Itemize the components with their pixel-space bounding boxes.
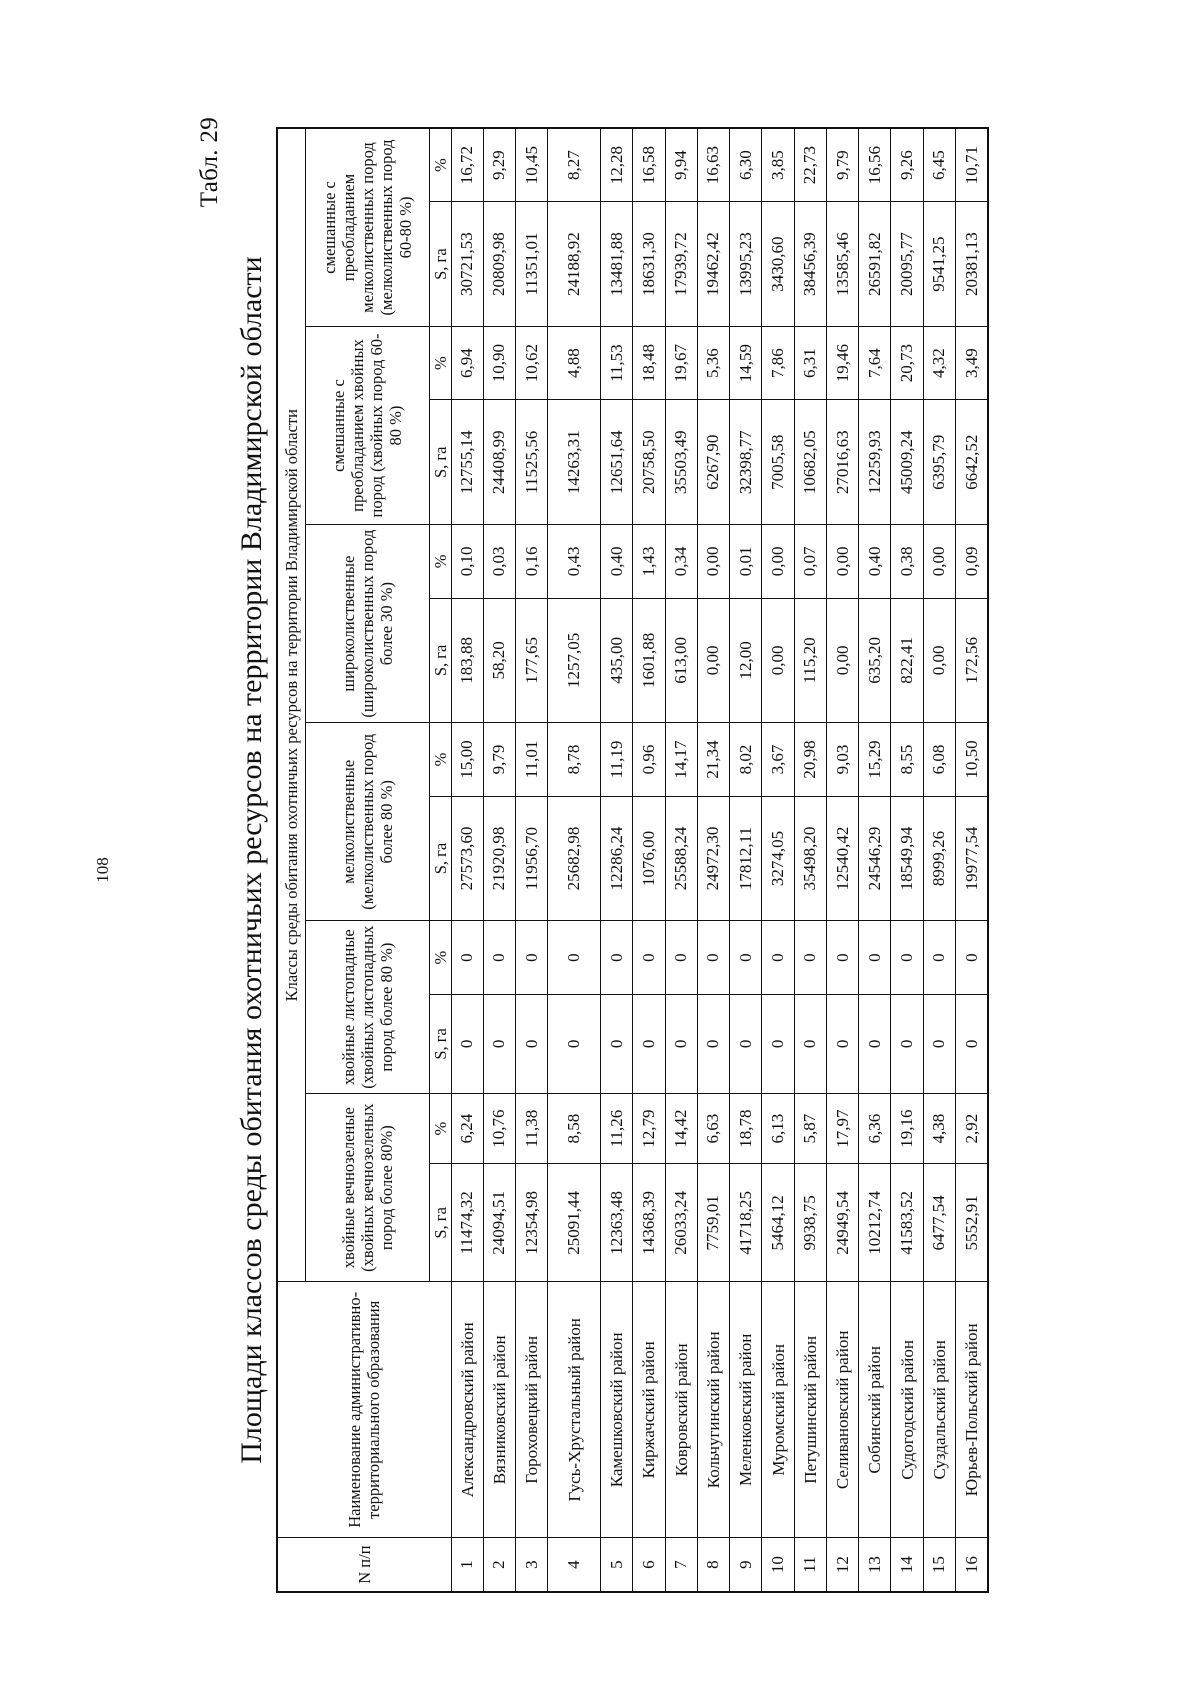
area-cell: 3430,60: [762, 202, 794, 327]
area-cell: 0,00: [923, 598, 955, 723]
row-number: 13: [859, 1538, 891, 1592]
percent-cell: 9,79: [483, 723, 515, 797]
area-cell: 115,20: [794, 598, 826, 723]
area-cell: 1257,05: [548, 598, 601, 723]
percent-cell: 14,59: [730, 326, 762, 400]
area-cell: 12354,98: [516, 1164, 548, 1282]
percent-cell: 19,67: [665, 326, 697, 400]
row-number: 15: [923, 1538, 955, 1592]
percent-cell: 11,53: [600, 326, 632, 400]
percent-cell: 11,26: [600, 1093, 632, 1163]
percent-cell: 3,67: [762, 723, 794, 797]
header-area: S, га: [429, 598, 451, 723]
percent-cell: 0,43: [548, 525, 601, 599]
row-number: 16: [956, 1538, 988, 1592]
header-percent: %: [429, 326, 451, 400]
area-cell: 0: [548, 994, 601, 1093]
area-cell: 14368,39: [633, 1164, 665, 1282]
row-number: 8: [697, 1538, 729, 1592]
district-name: Муромский район: [762, 1282, 794, 1538]
area-cell: 0: [956, 994, 988, 1093]
table-row: [859, 128, 891, 1592]
percent-cell: 14,42: [665, 1093, 697, 1163]
area-cell: 12540,42: [826, 796, 858, 921]
table-row: [665, 128, 697, 1592]
area-cell: 8999,26: [923, 796, 955, 921]
percent-cell: 6,63: [697, 1093, 729, 1163]
header-area: S, га: [429, 400, 451, 525]
header-percent: %: [429, 921, 451, 995]
percent-cell: 11,01: [516, 723, 548, 797]
area-cell: 25091,44: [548, 1164, 601, 1282]
area-cell: 0: [891, 994, 923, 1093]
percent-cell: 0,96: [633, 723, 665, 797]
table-row: [548, 128, 601, 1592]
percent-cell: 0,00: [826, 525, 858, 599]
area-cell: 183,88: [451, 598, 483, 723]
percent-cell: 7,86: [762, 326, 794, 400]
header-group-mixed-conifer: смешанные с преобладанием хвойных пород (хвойных пород 60-80 %): [305, 326, 429, 524]
district-name: Гусь-Хрустальный район: [548, 1282, 601, 1538]
area-cell: 1601,88: [633, 598, 665, 723]
percent-cell: 16,72: [451, 128, 483, 202]
area-cell: 0: [923, 994, 955, 1093]
percent-cell: 10,90: [483, 326, 515, 400]
header-percent: %: [429, 128, 451, 202]
district-name: Камешковский район: [600, 1282, 632, 1538]
percent-cell: 9,79: [826, 128, 858, 202]
district-name: Ковровский район: [665, 1282, 697, 1538]
header-name: Наименование административно-территориального образования: [277, 1282, 451, 1538]
area-cell: 35503,49: [665, 400, 697, 525]
area-cell: 26591,82: [859, 202, 891, 327]
percent-cell: 0,03: [483, 525, 515, 599]
percent-cell: 0: [548, 921, 601, 995]
habitat-classes-table: [276, 127, 989, 1593]
header-group-broad-leaved: широколиственные (широколиственных пород более 30 %): [305, 525, 429, 723]
area-cell: 177,65: [516, 598, 548, 723]
area-cell: 24949,54: [826, 1164, 858, 1282]
percent-cell: 0: [665, 921, 697, 995]
row-number: 1: [451, 1538, 483, 1592]
area-cell: 38456,39: [794, 202, 826, 327]
area-cell: 10682,05: [794, 400, 826, 525]
percent-cell: 9,03: [826, 723, 858, 797]
area-cell: 21920,98: [483, 796, 515, 921]
area-cell: 14263,31: [548, 400, 601, 525]
area-cell: 27016,63: [826, 400, 858, 525]
table-row: [516, 128, 548, 1592]
percent-cell: 6,13: [762, 1093, 794, 1163]
area-cell: 13481,88: [600, 202, 632, 327]
area-cell: 613,00: [665, 598, 697, 723]
area-cell: 20758,50: [633, 400, 665, 525]
district-name: Юрьев-Польский район: [956, 1282, 988, 1538]
area-cell: 7759,01: [697, 1164, 729, 1282]
percent-cell: 22,73: [794, 128, 826, 202]
area-cell: 9938,75: [794, 1164, 826, 1282]
district-name: Суздальский район: [923, 1282, 955, 1538]
area-cell: 12,00: [730, 598, 762, 723]
area-cell: 20809,98: [483, 202, 515, 327]
table-label: Табл. 29: [196, 117, 223, 208]
percent-cell: 21,34: [697, 723, 729, 797]
table-row: [891, 128, 923, 1592]
area-cell: 5464,12: [762, 1164, 794, 1282]
percent-cell: 3,85: [762, 128, 794, 202]
header-group-mixed-small-leaved: смешанные с преобладанием мелколиственных пород (мелколиственных пород 60-80 %): [305, 128, 429, 326]
area-cell: 0,00: [826, 598, 858, 723]
percent-cell: 15,29: [859, 723, 891, 797]
percent-cell: 15,00: [451, 723, 483, 797]
percent-cell: 0: [762, 921, 794, 995]
row-number: 12: [826, 1538, 858, 1592]
area-cell: 11525,56: [516, 400, 548, 525]
percent-cell: 8,02: [730, 723, 762, 797]
table-row: [697, 128, 729, 1592]
percent-cell: 0,10: [451, 525, 483, 599]
area-cell: 41718,25: [730, 1164, 762, 1282]
row-number: 14: [891, 1538, 923, 1592]
area-cell: 0: [794, 994, 826, 1093]
district-name: Селивановский район: [826, 1282, 858, 1538]
percent-cell: 0: [730, 921, 762, 995]
percent-cell: 0: [923, 921, 955, 995]
percent-cell: 12,79: [633, 1093, 665, 1163]
area-cell: 0: [516, 994, 548, 1093]
row-number: 11: [794, 1538, 826, 1592]
area-cell: 12651,64: [600, 400, 632, 525]
area-cell: 26033,24: [665, 1164, 697, 1282]
district-name: Киржачский район: [633, 1282, 665, 1538]
area-cell: 41583,52: [891, 1164, 923, 1282]
area-cell: 1076,00: [633, 796, 665, 921]
percent-cell: 6,31: [794, 326, 826, 400]
header-group-conifer-evergreen: хвойные вечнозеленые (хвойных вечнозеленых пород более 80%): [305, 1093, 429, 1282]
percent-cell: 0: [633, 921, 665, 995]
area-cell: 11956,70: [516, 796, 548, 921]
page-number: 108: [93, 857, 112, 883]
percent-cell: 0: [891, 921, 923, 995]
percent-cell: 14,17: [665, 723, 697, 797]
percent-cell: 0,40: [859, 525, 891, 599]
area-cell: 0: [633, 994, 665, 1093]
area-cell: 24408,99: [483, 400, 515, 525]
area-cell: 12755,14: [451, 400, 483, 525]
percent-cell: 6,36: [859, 1093, 891, 1163]
table-row: [483, 128, 515, 1592]
area-cell: 30721,53: [451, 202, 483, 327]
percent-cell: 20,98: [794, 723, 826, 797]
percent-cell: 19,16: [891, 1093, 923, 1163]
header-area: S, га: [429, 1164, 451, 1282]
percent-cell: 0,01: [730, 525, 762, 599]
percent-cell: 6,94: [451, 326, 483, 400]
percent-cell: 0: [697, 921, 729, 995]
area-cell: 24188,92: [548, 202, 601, 327]
area-cell: 635,20: [859, 598, 891, 723]
area-cell: 822,41: [891, 598, 923, 723]
percent-cell: 0,00: [697, 525, 729, 599]
area-cell: 18549,94: [891, 796, 923, 921]
rotated-page-content: [196, 95, 994, 1625]
area-cell: 12363,48: [600, 1164, 632, 1282]
percent-cell: 0: [826, 921, 858, 995]
area-cell: 0: [665, 994, 697, 1093]
percent-cell: 0,07: [794, 525, 826, 599]
area-cell: 6477,54: [923, 1164, 955, 1282]
header-area: S, га: [429, 202, 451, 327]
percent-cell: 8,78: [548, 723, 601, 797]
percent-cell: 10,71: [956, 128, 988, 202]
area-cell: 25682,98: [548, 796, 601, 921]
percent-cell: 2,92: [956, 1093, 988, 1163]
area-cell: 24094,51: [483, 1164, 515, 1282]
table-row: [633, 128, 665, 1592]
area-cell: 17812,11: [730, 796, 762, 921]
area-cell: 32398,77: [730, 400, 762, 525]
header-group-conifer-deciduous: хвойные листопадные (хвойных листопадных пород более 80 %): [305, 921, 429, 1094]
area-cell: 27573,60: [451, 796, 483, 921]
area-cell: 13585,46: [826, 202, 858, 327]
percent-cell: 0,34: [665, 525, 697, 599]
percent-cell: 17,97: [826, 1093, 858, 1163]
percent-cell: 10,50: [956, 723, 988, 797]
percent-cell: 9,29: [483, 128, 515, 202]
percent-cell: 19,46: [826, 326, 858, 400]
percent-cell: 0,09: [956, 525, 988, 599]
table-title: Площади классов среды обитания охотничьих ресурсов на территории Владимирской области: [235, 256, 268, 1464]
header-area: S, га: [429, 796, 451, 921]
percent-cell: 20,73: [891, 326, 923, 400]
percent-cell: 0: [859, 921, 891, 995]
area-cell: 3274,05: [762, 796, 794, 921]
table-body: [451, 128, 988, 1592]
area-cell: 58,20: [483, 598, 515, 723]
header-number: N п/п: [277, 1538, 451, 1592]
percent-cell: 16,56: [859, 128, 891, 202]
area-cell: 0: [483, 994, 515, 1093]
header-group-small-leaved: мелколиственные (мелколиственных пород более 80 %): [305, 723, 429, 921]
district-name: Петушинский район: [794, 1282, 826, 1538]
table-row: [923, 128, 955, 1592]
area-cell: 35498,20: [794, 796, 826, 921]
area-cell: 9541,25: [923, 202, 955, 327]
table-row: [826, 128, 858, 1592]
percent-cell: 10,45: [516, 128, 548, 202]
row-number: 10: [762, 1538, 794, 1592]
row-number: 4: [548, 1538, 601, 1592]
percent-cell: 0,38: [891, 525, 923, 599]
header-area: S, га: [429, 994, 451, 1093]
percent-cell: 10,62: [516, 326, 548, 400]
table-row: [600, 128, 632, 1592]
table-row: [956, 128, 988, 1592]
percent-cell: 11,19: [600, 723, 632, 797]
table-row: [451, 128, 483, 1592]
area-cell: 172,56: [956, 598, 988, 723]
area-cell: 6395,79: [923, 400, 955, 525]
percent-cell: 0: [483, 921, 515, 995]
area-cell: 25588,24: [665, 796, 697, 921]
area-cell: 20381,13: [956, 202, 988, 327]
district-name: Кольчугинский район: [697, 1282, 729, 1538]
area-cell: 17939,72: [665, 202, 697, 327]
header-percent: %: [429, 723, 451, 797]
table-row: [794, 128, 826, 1592]
area-cell: 0: [451, 994, 483, 1093]
percent-cell: 0,40: [600, 525, 632, 599]
percent-cell: 16,58: [633, 128, 665, 202]
percent-cell: 4,88: [548, 326, 601, 400]
area-cell: 12259,93: [859, 400, 891, 525]
percent-cell: 9,94: [665, 128, 697, 202]
percent-cell: 6,24: [451, 1093, 483, 1163]
district-name: Вязниковский район: [483, 1282, 515, 1538]
table-row: [730, 128, 762, 1592]
area-cell: 435,00: [600, 598, 632, 723]
percent-cell: 4,32: [923, 326, 955, 400]
percent-cell: 3,49: [956, 326, 988, 400]
area-cell: 0: [600, 994, 632, 1093]
header-percent: %: [429, 1093, 451, 1163]
percent-cell: 7,64: [859, 326, 891, 400]
district-name: Собинский район: [859, 1282, 891, 1538]
row-number: 2: [483, 1538, 515, 1592]
percent-cell: 8,55: [891, 723, 923, 797]
area-cell: 19977,54: [956, 796, 988, 921]
area-cell: 6642,52: [956, 400, 988, 525]
area-cell: 0,00: [697, 598, 729, 723]
district-name: Судогодский район: [891, 1282, 923, 1538]
percent-cell: 6,45: [923, 128, 955, 202]
percent-cell: 0: [600, 921, 632, 995]
row-number: 7: [665, 1538, 697, 1592]
area-cell: 13995,23: [730, 202, 762, 327]
row-number: 9: [730, 1538, 762, 1592]
header-classes: Классы среды обитания охотничьих ресурсов на территории Владимирской области: [277, 128, 305, 1282]
percent-cell: 8,58: [548, 1093, 601, 1163]
percent-cell: 0: [516, 921, 548, 995]
percent-cell: 0,16: [516, 525, 548, 599]
row-number: 3: [516, 1538, 548, 1592]
percent-cell: 4,38: [923, 1093, 955, 1163]
district-name: Александровский район: [451, 1282, 483, 1538]
area-cell: 0: [859, 994, 891, 1093]
area-cell: 0: [826, 994, 858, 1093]
percent-cell: 0: [451, 921, 483, 995]
percent-cell: 18,78: [730, 1093, 762, 1163]
percent-cell: 5,36: [697, 326, 729, 400]
row-number: 5: [600, 1538, 632, 1592]
area-cell: 0: [762, 994, 794, 1093]
area-cell: 11474,32: [451, 1164, 483, 1282]
area-cell: 19462,42: [697, 202, 729, 327]
row-number: 6: [633, 1538, 665, 1592]
percent-cell: 6,30: [730, 128, 762, 202]
percent-cell: 9,26: [891, 128, 923, 202]
area-cell: 20095,77: [891, 202, 923, 327]
area-cell: 12286,24: [600, 796, 632, 921]
header-percent: %: [429, 525, 451, 599]
area-cell: 10212,74: [859, 1164, 891, 1282]
percent-cell: 16,63: [697, 128, 729, 202]
percent-cell: 0,00: [923, 525, 955, 599]
percent-cell: 0,00: [762, 525, 794, 599]
percent-cell: 10,76: [483, 1093, 515, 1163]
percent-cell: 5,87: [794, 1093, 826, 1163]
area-cell: 5552,91: [956, 1164, 988, 1282]
area-cell: 7005,58: [762, 400, 794, 525]
percent-cell: 18,48: [633, 326, 665, 400]
area-cell: 24972,30: [697, 796, 729, 921]
table-row: [762, 128, 794, 1592]
district-name: Меленковский район: [730, 1282, 762, 1538]
area-cell: 45009,24: [891, 400, 923, 525]
percent-cell: 1,43: [633, 525, 665, 599]
percent-cell: 12,28: [600, 128, 632, 202]
percent-cell: 6,08: [923, 723, 955, 797]
percent-cell: 0: [956, 921, 988, 995]
percent-cell: 8,27: [548, 128, 601, 202]
area-cell: 24546,29: [859, 796, 891, 921]
area-cell: 18631,30: [633, 202, 665, 327]
percent-cell: 11,38: [516, 1093, 548, 1163]
area-cell: 6267,90: [697, 400, 729, 525]
area-cell: 11351,01: [516, 202, 548, 327]
district-name: Гороховецкий район: [516, 1282, 548, 1538]
percent-cell: 0: [794, 921, 826, 995]
area-cell: 0: [730, 994, 762, 1093]
area-cell: 0: [697, 994, 729, 1093]
area-cell: 0,00: [762, 598, 794, 723]
